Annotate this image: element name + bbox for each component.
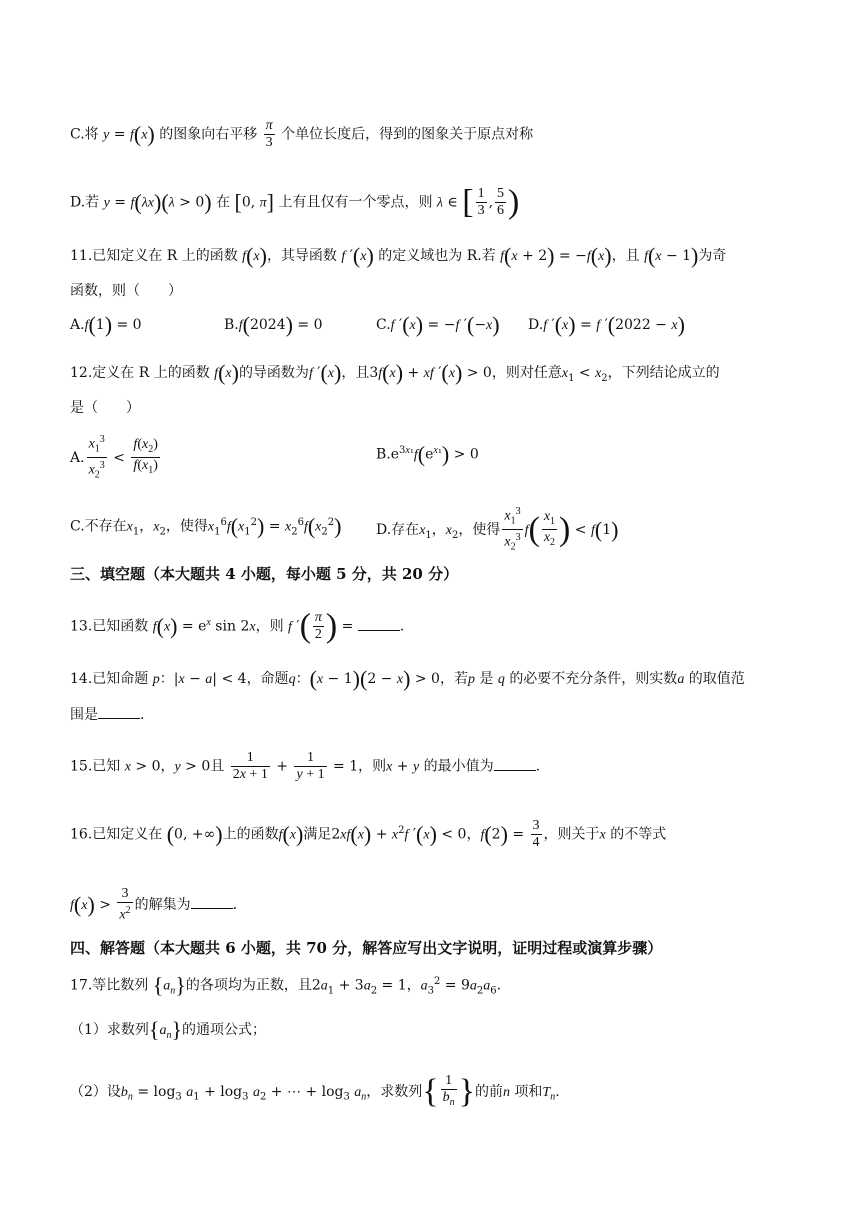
q11-stem-line2	[70, 280, 808, 302]
q13-mid: ，则	[255, 618, 284, 635]
q12-option-c: C.不存在$x_1$，$x_2$，使得$x_1^6f(x_1^2) = x_2^6f(x_2^2)$	[70, 513, 342, 539]
q12-stem3: ，且	[341, 365, 370, 381]
q17-part1: （1）求数列$\{a_n\}$的通项公式；	[70, 1017, 267, 1042]
q11-option-a: A.f(1) = 0	[70, 312, 142, 337]
q12-stem-line1: 12.定义在 R 上的函数 f(x)的导函数为f ′(x)，且3f(x) + xf ′(x) > 0，则对任意$x_1 < x_2$，下列结论成立的	[70, 360, 720, 385]
q15-pre: 15.已知	[70, 758, 121, 775]
q10-d-mid: 在	[216, 194, 231, 211]
q17-pre: 17.等比数列	[70, 977, 149, 994]
q17-part2: （2）设$b_n = \log_3 a_1 + \log_3 a_2$ + ⋯ + $\log_3 a_n$，求数列{ $\frac{1}{b_n}$ }的前n 项和$T_n$.	[70, 1072, 560, 1110]
q12-stem2: 的导函数为	[238, 365, 309, 381]
q12-stem6: 是（ ）	[70, 400, 140, 416]
q11-stem3: 的定义域也为 R.若	[378, 248, 496, 264]
section-4-heading: 四、解答题（本大题共 6 小题，共 70 分，解答应写出文字说明，证明过程或演算步骤）	[70, 939, 663, 957]
q11-option-c: C.f ′(x) = −f ′(−x)	[376, 312, 500, 337]
answer-blank[interactable]	[191, 894, 233, 909]
q11-stem-line1: 11.已知定义在 R 上的函数 f(x)，其导函数 f ′(x) 的定义域也为 R.若 f(x + 2) = −f(x)，且 f(x − 1)为奇	[70, 243, 727, 268]
q10-option-d: D.若 y = f(λx)(λ > 0) 在 [0, π] 上有且仅有一个零点，则 λ ∈ [ $\frac{1}{3}$ , $\frac{5}{6}$ )	[70, 183, 520, 221]
q14-line1: 14.已知命题 p：|x − a| < 4，命题q：(x − 1)(2 − x) > 0，若p 是 q 的必要不充分条件，则实数a 的取值范	[70, 666, 745, 691]
q12-stem-line2	[70, 397, 808, 419]
q13-pre: 13.已知函数	[70, 618, 149, 635]
q12-option-d: D.存在$x_1$，$x_2$，使得 $\frac{x_1^3}{x_2^3}$ f( $\frac{x_1}{x_2}$ ) < f(1)	[376, 506, 619, 553]
frac-pi-3: $\frac{\pi}{3}$	[265, 118, 273, 150]
q16-line2: f(x) > $\frac{3}{x^2}$ 的解集为 .	[70, 886, 238, 923]
answer-blank[interactable]	[494, 756, 536, 771]
q16-pre: 16.已知定义在	[70, 826, 163, 843]
q16-line1: 16.已知定义在 (0, +∞)上的函数f(x)满足$2xf(x) + x^2f$ ′(x) < 0，f(2) = $\frac{3}{4}$ ，则关于x 的不等式	[70, 818, 667, 850]
answer-blank[interactable]	[98, 704, 140, 719]
q12-option-b: $B.e^{3x_1}f(e^{x_1}) > 0$	[376, 441, 479, 467]
q11-option-d: D.f ′(x) = f ′(2022 − x)	[528, 312, 685, 337]
q11-stem2: ，其导函数	[266, 248, 337, 264]
q17-stem: 17.等比数列 $\{a_n\}$的各项均为正数，且$2a_1 + 3a_2 = 1$，$a_3^2 = 9a_2a_6$.	[70, 972, 502, 998]
q11-option-b: B.f(2024) = 0	[224, 312, 323, 337]
q10-option-c: C.将 y = f(x) 的图象向右平移 $\frac{\pi}{3}$ 个单位长度后，得到的图象关于原点对称	[70, 118, 534, 150]
q14-pre: 14.已知命题	[70, 671, 149, 687]
q12-stem4: ，则对任意	[491, 365, 562, 381]
q10-d-pre: D.若	[70, 194, 100, 211]
q12-option-a: A. $\frac{x_1^3}{x_2^3}$ < $\frac{f(x_2)}{f(x_1)}$	[70, 434, 158, 481]
q11-stem1: 11.已知定义在 R 上的函数	[70, 248, 238, 264]
q10-c-pre: C.将	[70, 126, 99, 143]
q10-c-post: 个单位长度后，得到的图象关于原点对称	[281, 126, 534, 143]
q11-stem4: ，且	[611, 248, 640, 264]
q11-stem6: 函数，则（ ）	[70, 283, 182, 299]
q10-d-mid2: 上有且仅有一个零点，则	[278, 194, 433, 211]
q15: 15.已知 x > 0，y > 0且 $\frac{1}{2x + 1}$ + $\frac{1}{y + 1}$ = 1，则x + y 的最小值为 .	[70, 750, 541, 782]
q10-c-mid: 的图象向右平移	[159, 126, 258, 143]
q14-line2: 围是 .	[70, 704, 808, 726]
q11-stem5: 为奇	[698, 248, 727, 264]
q12-stem5: ，下列结论成立的	[607, 365, 720, 381]
q13: 13.已知函数 $f(x) = e^x$ sin 2x，则 f ′( $\frac{\pi}{2}$ ) = .	[70, 607, 405, 645]
answer-blank[interactable]	[358, 616, 400, 631]
q12-stem1: 12.定义在 R 上的函数	[70, 365, 210, 381]
section-3-heading: 三、填空题（本大题共 4 小题，每小题 5 分，共 20 分）	[70, 565, 459, 583]
